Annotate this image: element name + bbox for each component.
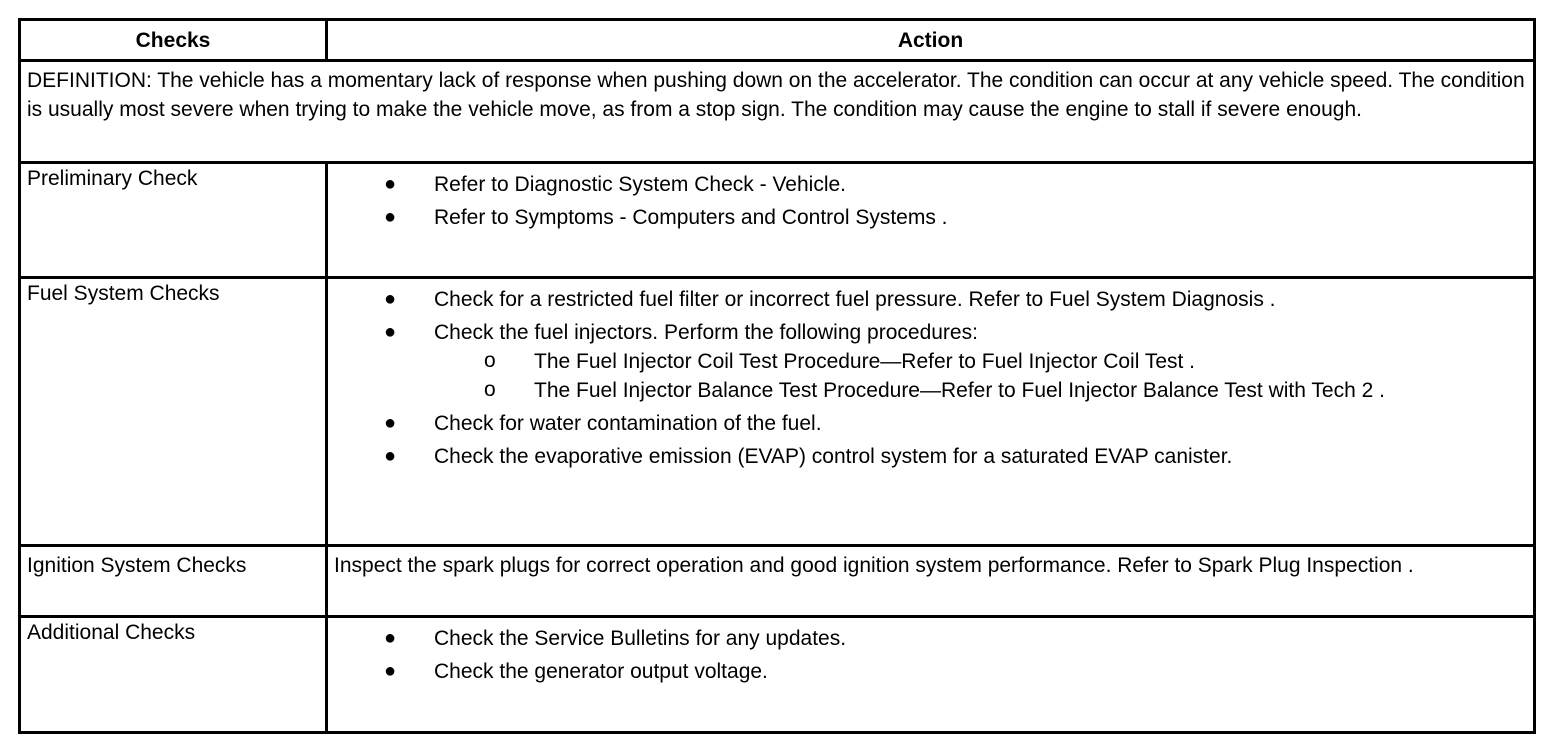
diagnostic-table: [18, 18, 1536, 734]
additional-checks-label: Additional Checks: [20, 617, 327, 733]
list-item: [334, 318, 1527, 405]
ignition-system-checks-action: Inspect the spark plugs for correct operation and good ignition system performance. Refer to Spark Plug Inspection .: [327, 546, 1535, 617]
list-item: [334, 442, 1527, 471]
list-item: [334, 409, 1527, 438]
bullet-icon: ●: [384, 445, 397, 467]
list-item-text: Check for water contamination of the fuel.: [434, 412, 822, 435]
bullet-icon: ●: [384, 288, 397, 310]
bullet-icon: ●: [384, 206, 397, 228]
bullet-icon: ●: [384, 173, 397, 195]
preliminary-check-label: Preliminary Check: [20, 163, 327, 278]
list-item-text: Check the evaporative emission (EVAP) control system for a saturated EVAP canister.: [434, 445, 1233, 468]
list-item: [334, 170, 1527, 199]
additional-checks-row: [20, 617, 1535, 733]
checks-column-header: Checks: [20, 20, 327, 61]
list-item-text: Refer to Symptoms - Computers and Control Systems .: [434, 206, 948, 229]
bullet-icon: ●: [384, 627, 397, 649]
preliminary-check-action: [327, 163, 1535, 278]
action-column-header: Action: [327, 20, 1535, 61]
ignition-system-checks-label: Ignition System Checks: [20, 546, 327, 617]
list-item-text: Check for a restricted fuel filter or incorrect fuel pressure. Refer to Fuel System Diagnosis .: [434, 288, 1276, 311]
definition-text: DEFINITION: The vehicle has a momentary lack of response when pushing down on the accelerator. The condition can occur at any vehicle speed. The condition is usually most severe when trying to make the vehicle move, as from a stop sign. The condition may cause the engine to stall if severe enough.: [20, 61, 1535, 163]
list-item: [334, 624, 1527, 653]
circle-bullet-icon: o: [484, 349, 496, 372]
circle-bullet-icon: o: [484, 378, 496, 401]
preliminary-check-list: [334, 170, 1527, 232]
additional-checks-action: [327, 617, 1535, 733]
list-item-text: Check the generator output voltage.: [434, 660, 768, 683]
fuel-system-checks-list: [334, 285, 1527, 471]
fuel-injector-procedures-list: [434, 347, 1527, 405]
list-item: [334, 285, 1527, 314]
additional-checks-list: [334, 624, 1527, 686]
bullet-icon: ●: [384, 412, 397, 434]
fuel-system-checks-label: Fuel System Checks: [20, 278, 327, 546]
list-item: [334, 203, 1527, 232]
ignition-system-checks-row: [20, 546, 1535, 617]
sub-list-item-text: The Fuel Injector Coil Test Procedure—Refer to Fuel Injector Coil Test .: [534, 350, 1196, 373]
bullet-icon: ●: [384, 660, 397, 682]
sub-list-item-text: The Fuel Injector Balance Test Procedure—Refer to Fuel Injector Balance Test with Tech 2 .: [534, 379, 1385, 402]
list-item: [334, 657, 1527, 686]
fuel-system-checks-row: [20, 278, 1535, 546]
definition-row: [20, 61, 1535, 163]
fuel-system-checks-action: [327, 278, 1535, 546]
table-header-row: [20, 20, 1535, 61]
bullet-icon: ●: [384, 321, 397, 343]
list-item-text: Check the fuel injectors. Perform the following procedures:: [434, 321, 978, 344]
sub-list-item: [434, 347, 1527, 376]
list-item-text: Refer to Diagnostic System Check - Vehicle.: [434, 173, 847, 196]
sub-list-item: [434, 376, 1527, 405]
list-item-text: Check the Service Bulletins for any updates.: [434, 627, 847, 650]
preliminary-check-row: [20, 163, 1535, 278]
